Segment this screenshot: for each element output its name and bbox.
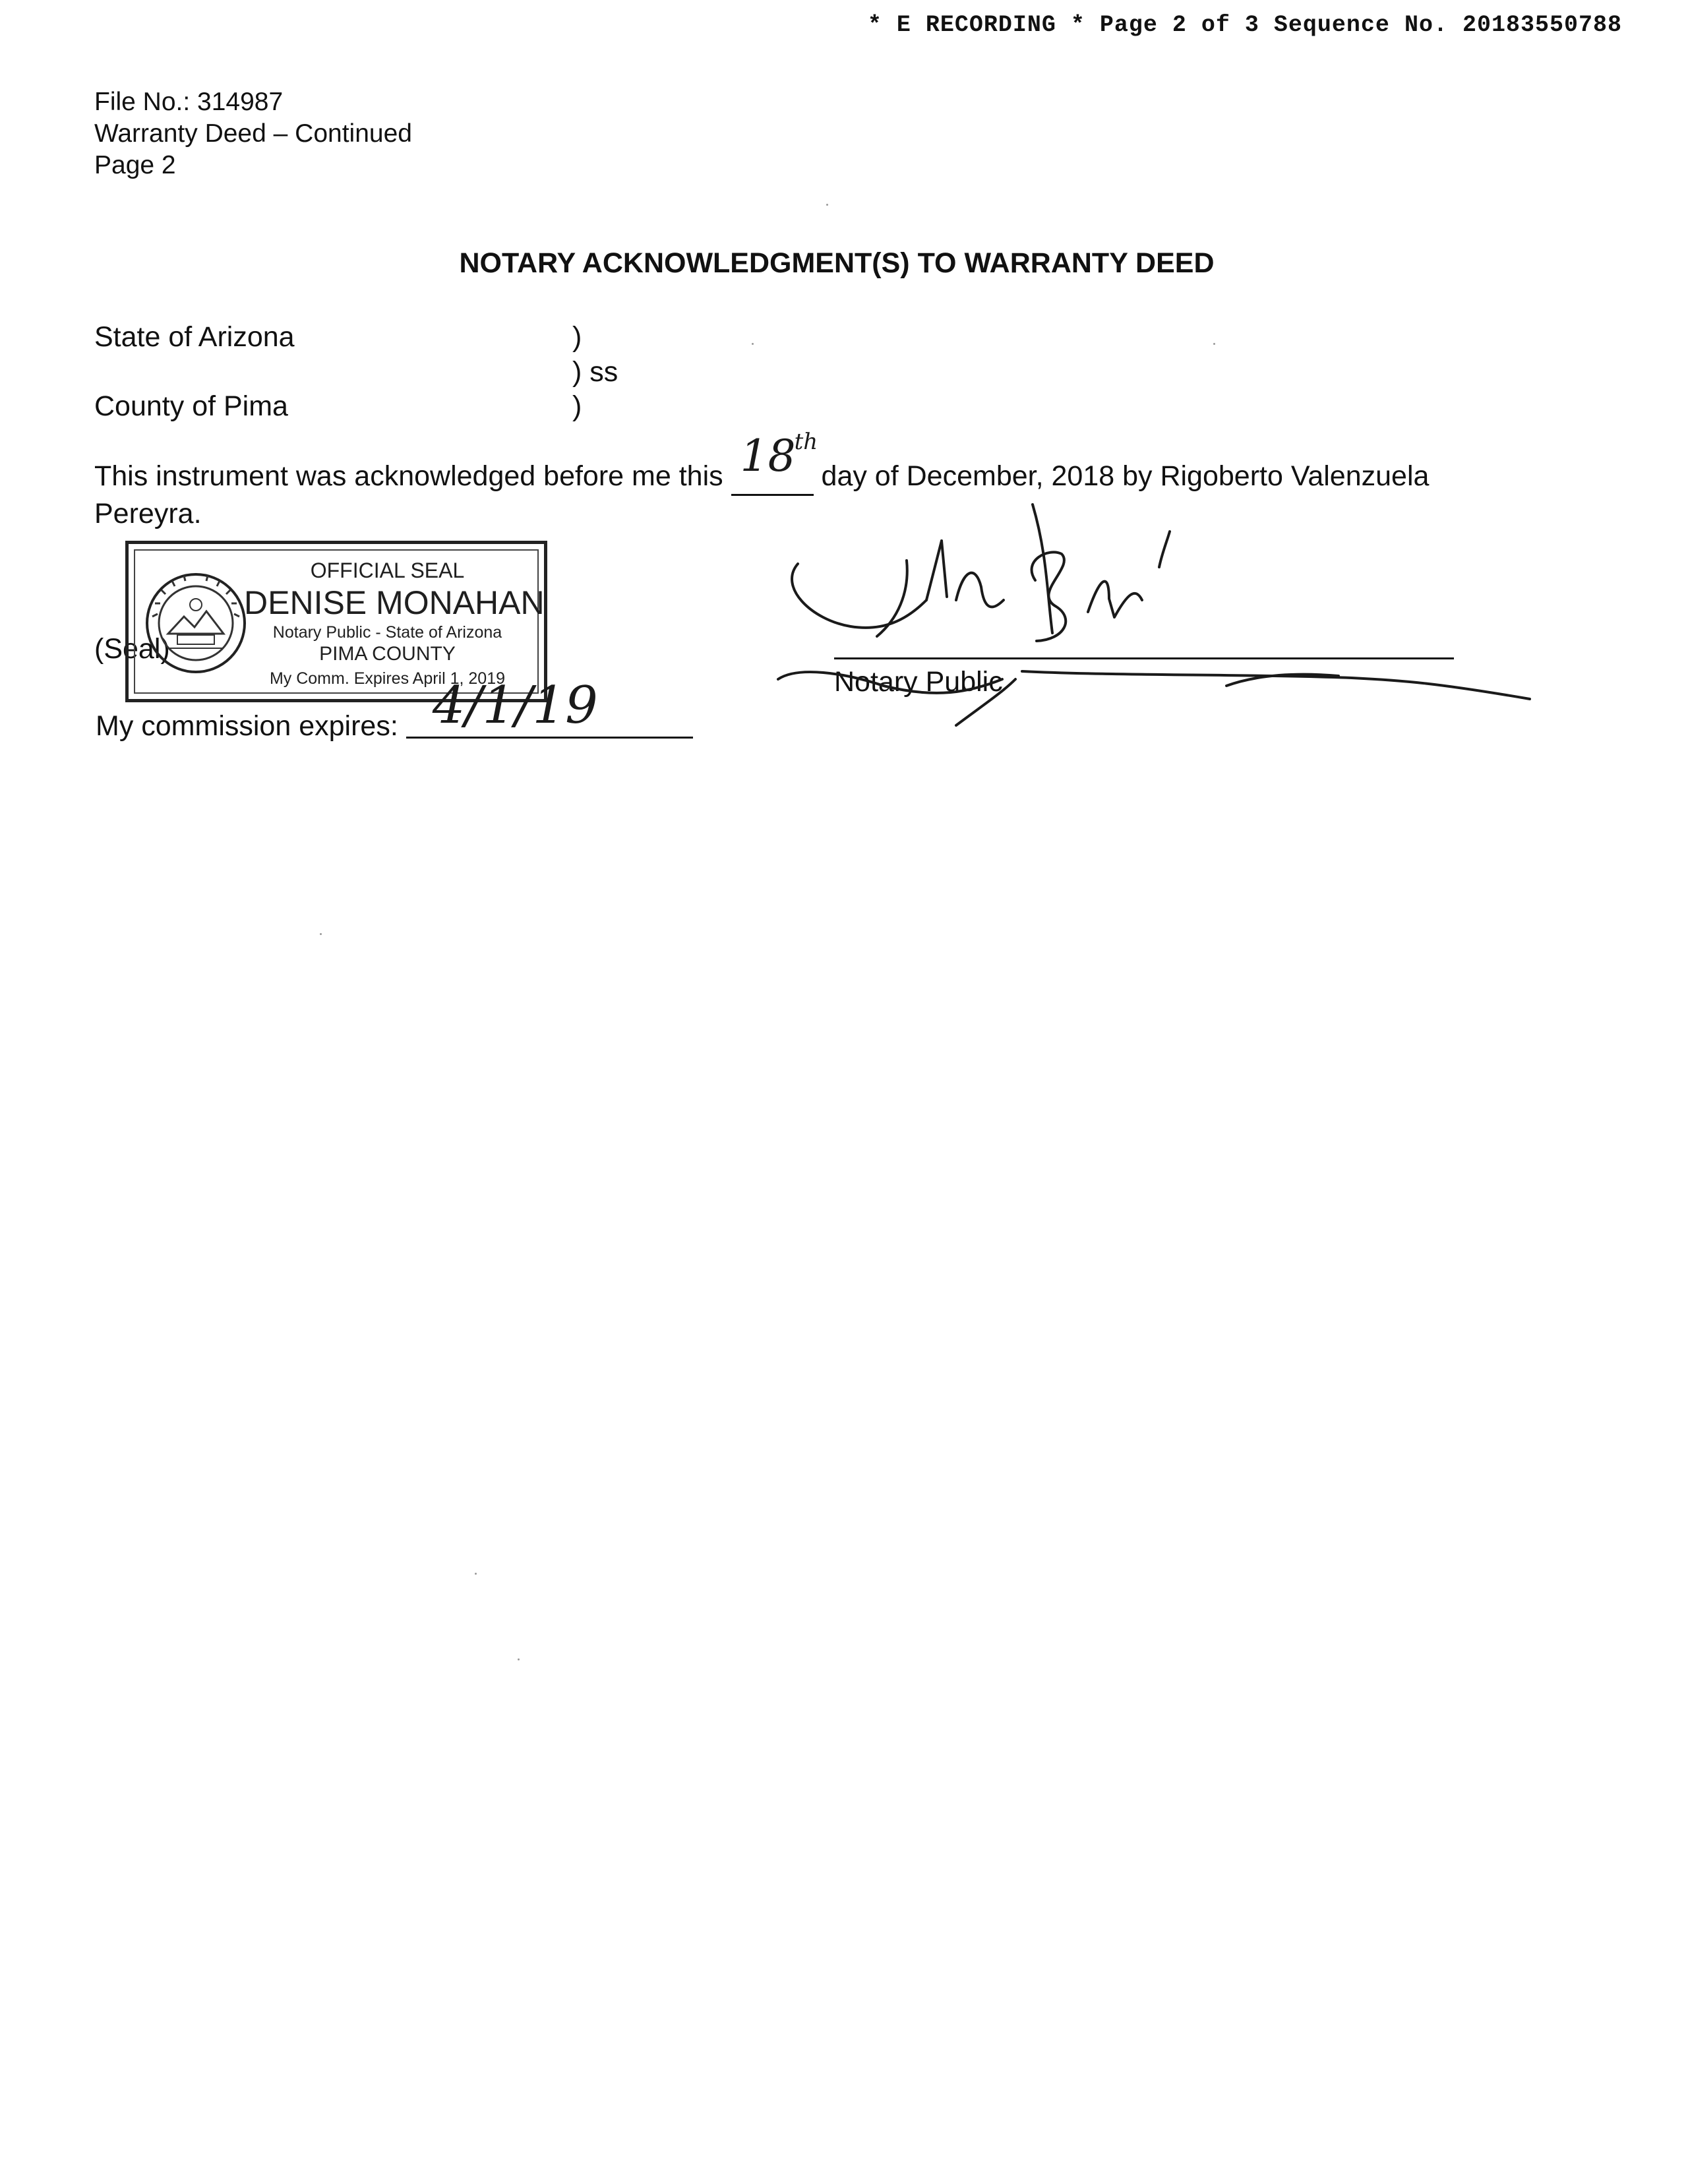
commission-label: My commission expires: [96,710,398,742]
document-title: Warranty Deed – Continued [94,119,412,148]
acknowledgment-continuation: Pereyra. [94,498,202,530]
scan-speck [826,204,828,206]
scan-speck [518,1658,520,1660]
scan-speck [475,1573,477,1575]
page-number: Page 2 [94,151,176,179]
seal-official: OFFICIAL SEAL [310,559,465,582]
file-number-line [94,86,412,118]
venue-paren-ss: ) ss [572,356,618,388]
commission-handwritten: 4/1/19 [432,676,598,735]
seal-label: (Seal) [94,633,170,665]
recording-header: * E RECORDING * Page 2 of 3 Sequence No. 20183550788 [867,12,1622,38]
handwritten-day-suffix: th [794,429,818,455]
handwritten-day: 18 [740,431,796,481]
acknowledgment-prefix: This instrument was acknowledged before me this [94,460,723,492]
seal-county: PIMA COUNTY [319,643,456,665]
state-seal-icon [143,570,249,676]
seal-expiration: My Comm. Expires April 1, 2019 [269,669,506,688]
notary-public-label: Notary Public [834,666,1003,698]
venue-paren-3: ) [572,390,582,422]
scan-speck [320,933,322,935]
venue-paren-1: ) [572,321,582,353]
file-info-block [94,86,412,181]
seal-notary-title: Notary Public - State of Arizona [272,623,502,642]
venue-state: State of Arizona [94,321,295,353]
page-title: NOTARY ACKNOWLEDGMENT(S) TO WARRANTY DEED [459,247,1215,279]
scan-speck [752,343,754,345]
notary-signature [771,488,1536,739]
seal-notary-name: DENISE MONAHAN [244,584,545,621]
commission-blank [406,676,693,739]
file-number: 314987 [197,88,284,116]
file-number-label: File No.: [94,88,191,116]
acknowledgment-middle: day of December, 2018 by Rigoberto Valenzuela [821,460,1430,492]
venue-county: County of Pima [94,390,288,422]
scan-speck [1213,343,1215,345]
